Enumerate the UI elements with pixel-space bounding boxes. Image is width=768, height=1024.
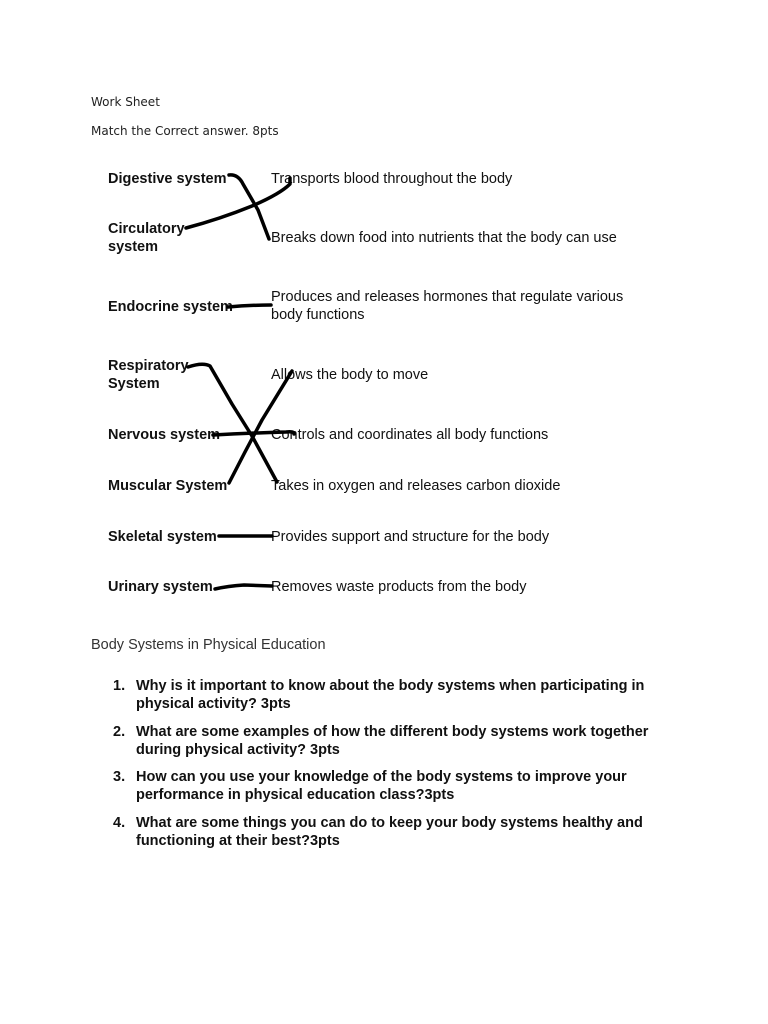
definition-produces-hormones: Produces and releases hormones that regulate various body functions [271,289,624,323]
question-number: 1. [113,678,126,694]
term-respiratory-system: Respiratory System [108,358,189,392]
term-skeletal-system: Skeletal system [108,529,217,545]
term-nervous-system: Nervous system [108,427,221,443]
term-digestive-system: Digestive system [108,171,227,187]
term-endocrine-system: Endocrine system [108,299,233,315]
question-item [108,768,688,804]
definition-transports-blood: Transports blood throughout the body [271,171,513,187]
definition-controls-functions: Controls and coordinates all body functions [271,427,549,443]
question-text: What are some things you can do to keep your body systems healthy and functioning at their best?3pts [136,814,643,849]
question-item [108,677,688,713]
question-number: 2. [113,723,126,740]
question-text: Why is it important to know about the body systems when participating in physical activity? 3pts [136,678,645,712]
instructions: Match the Correct answer. 8pts [91,124,279,138]
question-number: 3. [113,769,126,785]
worksheet-title: Work Sheet [91,95,160,109]
match-line-respiratory [188,364,277,482]
question-item [108,723,688,759]
term-muscular-system: Muscular System [108,478,228,494]
question-text: How can you use your knowledge of the body systems to improve your performance in physical education class?3pts [136,769,627,803]
question-list [108,677,688,859]
definition-provides-support: Provides support and structure for the body [271,529,550,545]
section-heading: Body Systems in Physical Education [91,637,326,653]
question-text: What are some examples of how the different body systems work together during physical activity? 3pts [136,723,649,758]
term-urinary-system: Urinary system [108,579,213,595]
definition-breaks-down-food: Breaks down food into nutrients that the body can use [271,230,617,246]
definition-takes-in-oxygen: Takes in oxygen and releases carbon dioxide [271,478,561,494]
question-item [108,814,688,850]
definition-removes-waste: Removes waste products from the body [271,579,527,595]
question-number: 4. [113,814,126,831]
definition-allows-movement: Allows the body to move [271,367,429,383]
term-circulatory-system: Circulatory system [108,221,185,255]
